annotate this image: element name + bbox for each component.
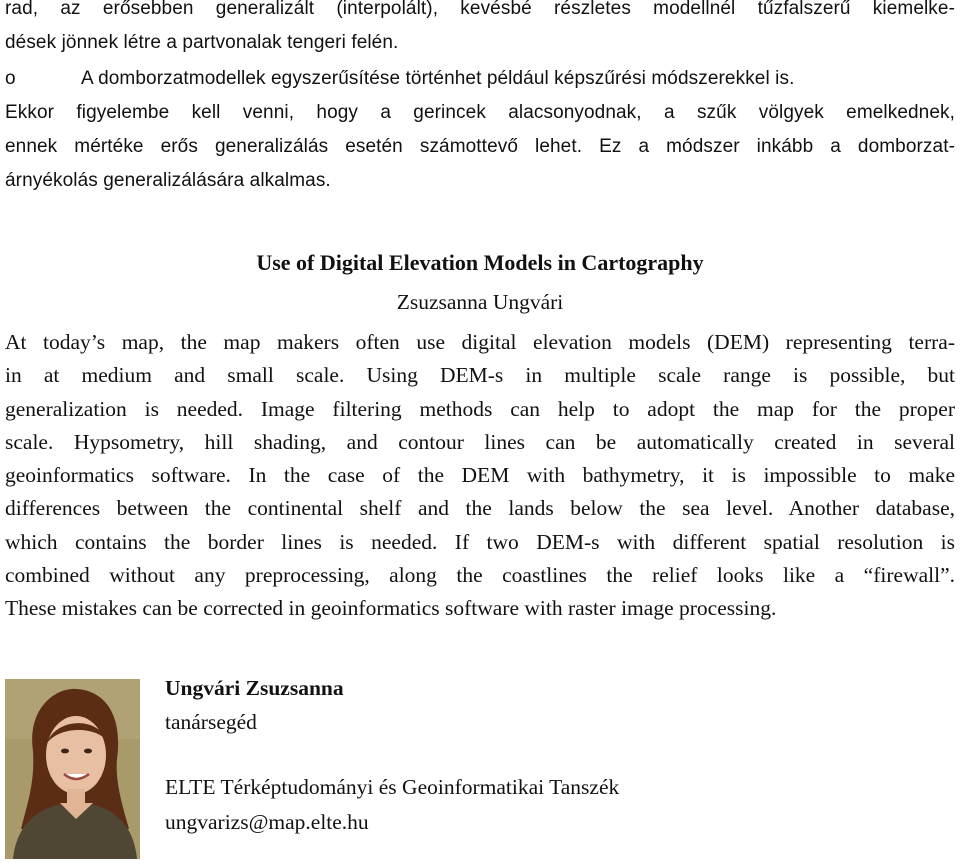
text-line: A domborzatmodellek egyszerűsítése történhet például képszűrési módszerekkel is. (81, 68, 795, 89)
text-line: combined without any preprocessing, along the coastlines the relief looks like a “firewall”. (5, 563, 955, 588)
author-portrait-photo (5, 679, 140, 859)
bullet-marker: o (5, 68, 16, 89)
right-eye (84, 749, 92, 754)
left-eye (61, 749, 69, 754)
abstract-title: Use of Digital Elevation Models in Cartography (256, 250, 704, 275)
text-line: árnyékolás generalizálására alkalmas. (5, 170, 331, 191)
text-line: in at medium and small scale. Using DEM-s in multiple scale range is possible, but (5, 363, 955, 388)
author-name: Ungvári Zsuzsanna (165, 676, 344, 700)
bullet-line (5, 62, 955, 96)
abstract-body (5, 326, 955, 626)
text-line: These mistakes can be corrected in geoinformatics software with raster image processing. (5, 596, 777, 621)
abstract-author: Zsuzsanna Ungvári (396, 290, 564, 314)
text-line: ennek mértéke erős generalizálás esetén számottevő lehet. Ez a módszer inkább a domborzat- (5, 136, 955, 157)
text-line: geoinformatics software. In the case of the DEM with bathymetry, it is impossible to make (5, 463, 955, 488)
text-line: dések jönnek létre a partvonalak tengeri felén. (5, 32, 399, 53)
text-line: which contains the border lines is needed. If two DEM-s with different spatial resolution is (5, 529, 955, 554)
hungarian-paragraph-continued (5, 0, 955, 60)
text-line: differences between the continental shelf and the lands below the sea level. Another database, (5, 496, 955, 521)
author-department: ELTE Térképtudományi és Geoinformatikai Tanszék (165, 775, 620, 799)
portrait-illustration (5, 679, 140, 859)
text-line: At today’s map, the map makers often use digital elevation models (DEM) representing terra- (5, 330, 955, 354)
hungarian-bullet-paragraph (5, 62, 955, 198)
author-email: ungvarizs@map.elte.hu (165, 810, 369, 834)
author-role: tanársegéd (165, 710, 257, 734)
text-line: Ekkor figyelembe kell venni, hogy a gerincek alacsonyodnak, a szűk völgyek emelkednek, (5, 102, 955, 123)
text-line: scale. Hypsometry, hill shading, and contour lines can be automatically created in several (5, 429, 955, 454)
text-line: rad, az erősebben generalizált (interpolált), kevésbé részletes modellnél tűzfalszerű kiemelke- (5, 0, 955, 19)
text-line: generalization is needed. Image filtering methods can help to adopt the map for the proper (5, 396, 955, 421)
